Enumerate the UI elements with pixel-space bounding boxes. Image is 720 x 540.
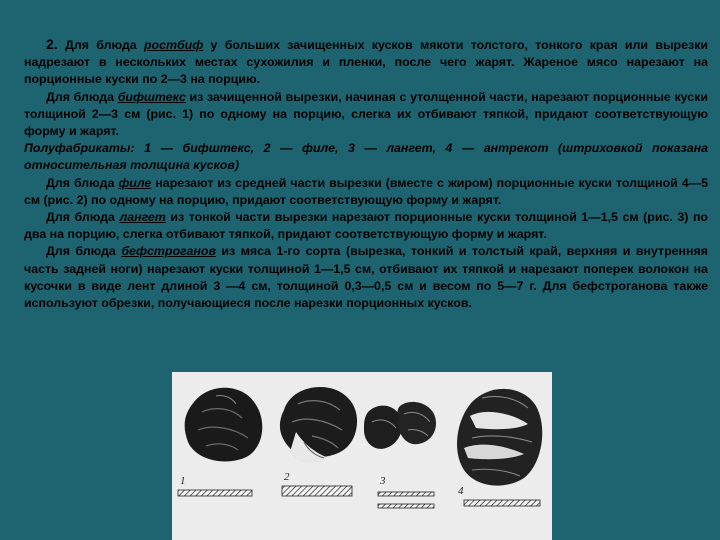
figure-label-3: 3	[380, 475, 386, 487]
paragraph-befstroganov: Для блюда бефстроганов из мяса 1-го сорта (вырезка, тонкий и толстый край, верхняя и внутренняя часть задней ноги) нарезают куски толщиной 1—1,5 см, отбивают их тяпкой и нарезают поперек волокон на кусочки в виде лент длиной 3 —4 см, толщиной 0,3—0,5 см и весом по 5—7 г. Для бефстроганова также используют обрезки, получающиеся после нарезки порционных кусков.	[24, 244, 708, 311]
semi-products-figure	[172, 372, 552, 540]
langet-thickness-bar	[378, 492, 434, 496]
term-bifshteks: бифштекс	[117, 89, 186, 104]
paragraph-rostbif: 2. Для блюда ростбиф у больших зачищенных кусков мякоти толстого, тонкого края или вырезки надрезают в нескольких местах сухожилия и пленки, после чего жарят. Жареное мясо нарезают на порционные куски по 2—3 на порцию.	[24, 36, 708, 87]
paragraph-langet: Для блюда лангет из тонкой части вырезки нарезают порционные куски толщиной 1—1,5 см (рис. 3) по два на порцию, слегка отбивают тяпкой, придают соответствующую форму и жарят.	[24, 210, 708, 242]
langet-piece-image	[364, 402, 436, 449]
term-rostbif: ростбиф	[143, 38, 204, 52]
item-number: 2.	[46, 36, 58, 52]
figure-label-2: 2	[284, 471, 290, 483]
figure-label-1: 1	[180, 475, 186, 487]
paragraph-file: Для блюда филе нарезают из средней части вырезки (вместе с жиром) порционные куски толщиной 4—5 см (рис. 2) по одному на порцию, придают соответствующую форму и жарят.	[24, 175, 708, 207]
beefsteak-piece-image	[185, 388, 263, 462]
fillet-thickness-bar	[282, 486, 352, 496]
langet-thickness-bar-2	[378, 504, 434, 508]
figure-caption: Полуфабрикаты: 1 — бифштекс, 2 — филе, 3 — лангет, 4 — антрекот (штриховкой показана относительная толщина кусков)	[24, 141, 708, 173]
text-body	[24, 36, 708, 312]
entrecote-piece-image	[457, 389, 542, 486]
entrecote-thickness-bar	[464, 500, 540, 506]
beefsteak-thickness-bar	[178, 490, 252, 496]
term-file: филе	[118, 175, 152, 190]
term-langet: лангет	[119, 210, 166, 225]
figure-label-4: 4	[458, 485, 464, 497]
fillet-piece-image	[280, 387, 357, 464]
paragraph-bifshteks: Для блюда бифштекс из зачищенной вырезки, начиная с утолщенной части, нарезают порционные куски толщиной 2—3 см (рис. 1) по одному на порцию, слегка их отбивают тяпкой, придают соответствующую форму и жарят.	[24, 89, 708, 139]
term-befstroganov: бефстроганов	[121, 244, 216, 259]
